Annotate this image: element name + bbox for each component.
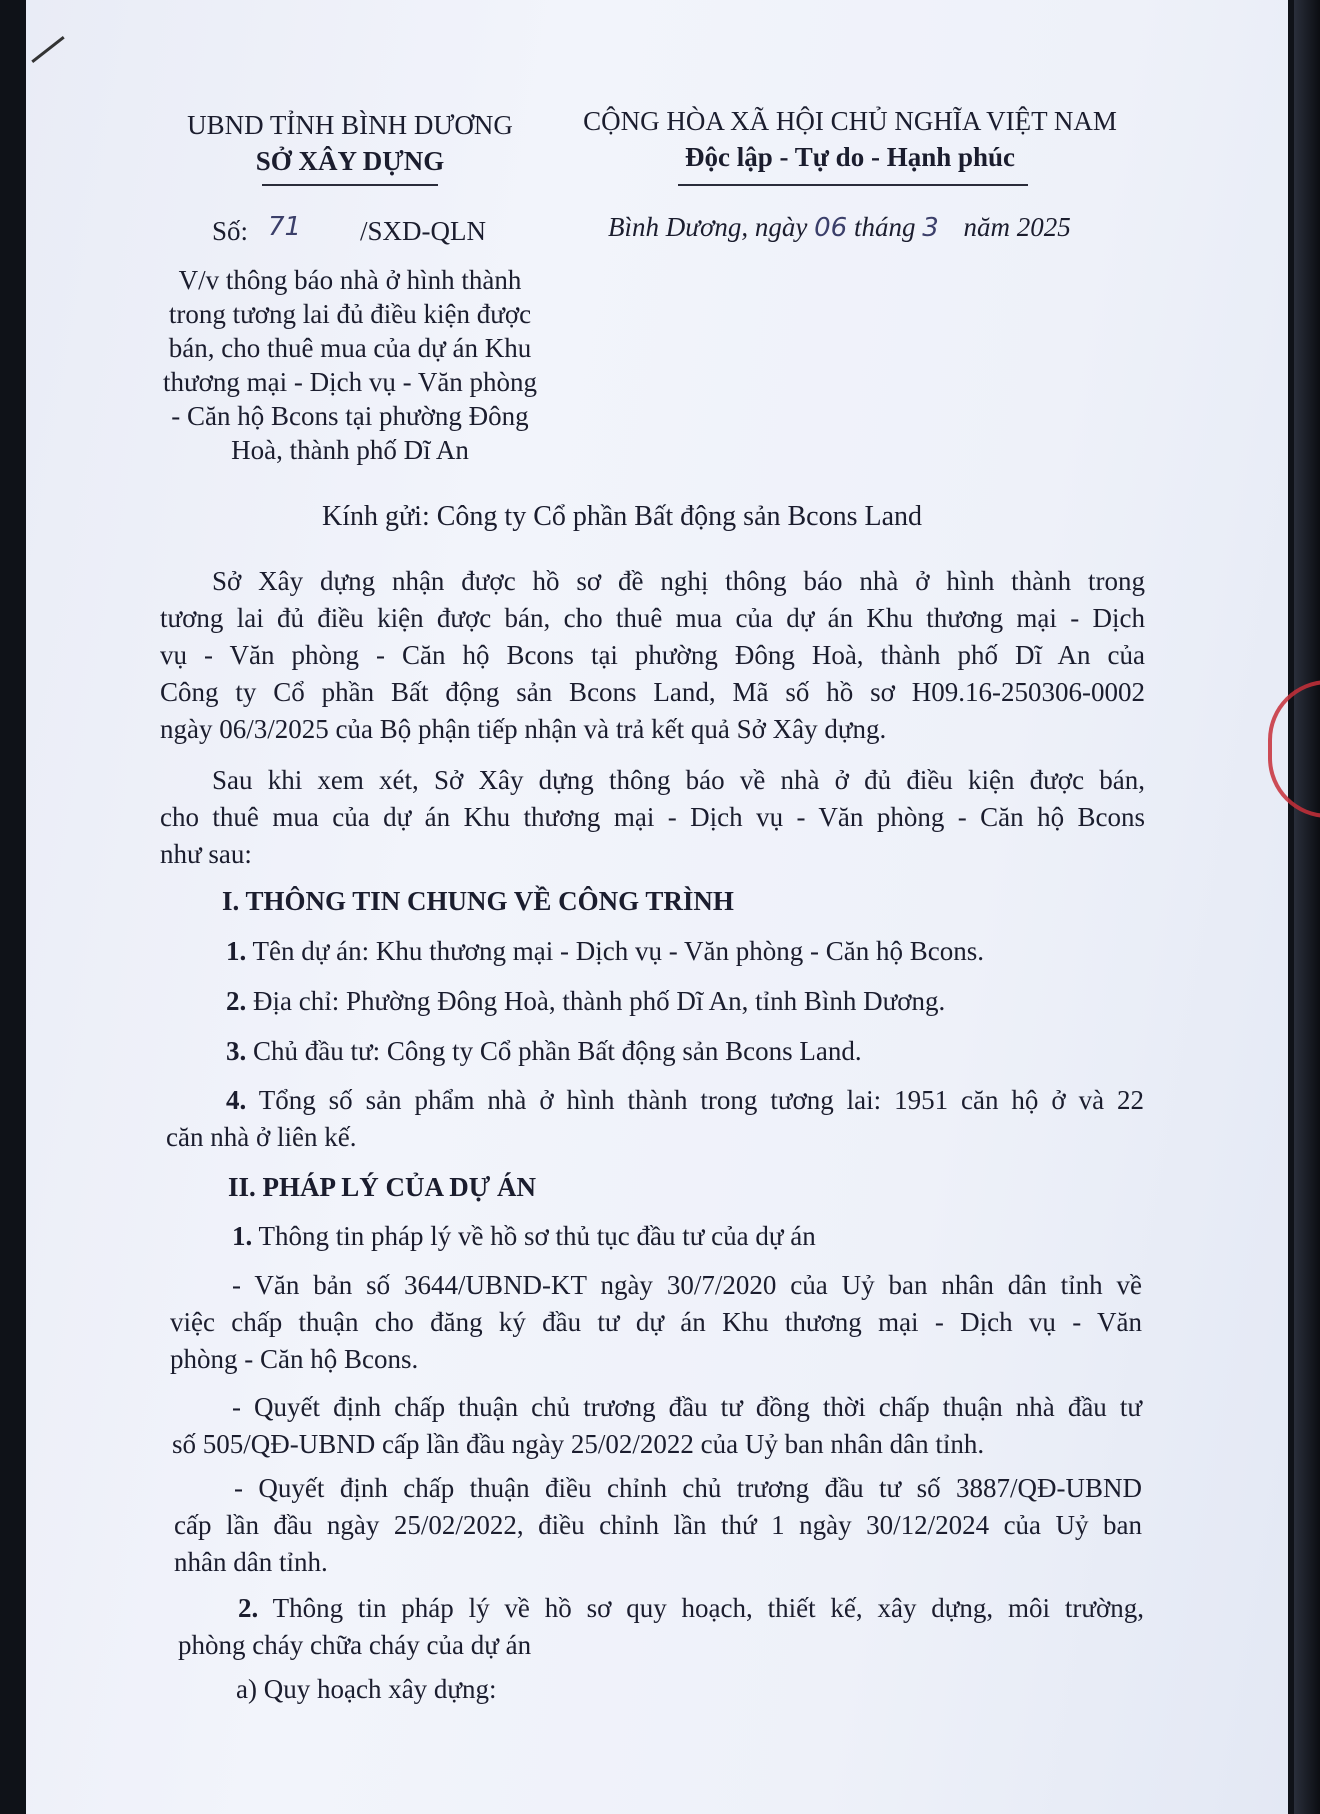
s2-item-2-cont: phòng cháy chữa cháy của dự án [178,1630,532,1660]
agency-parent: UBND TỈNH BÌNH DƯƠNG [187,110,513,140]
para1-line: tương lai đủ điều kiện được bán, cho thuê mua của dự án Khu thương mại - Dịch [160,603,1145,633]
date-part3: năm 2025 [963,212,1071,242]
s1-item-1-num: 1. [226,936,247,966]
s1-item-4-line [166,1082,1144,1119]
subject-line-3: bán, cho thuê mua của dự án Khu [168,333,532,363]
subject-line-5: - Căn hộ Bcons tại phường Đông [171,401,529,431]
para1-line: Sở Xây dựng nhận được hồ sơ đề nghị thông báo nhà ở hình thành trong [212,566,1145,596]
recipient: Kính gửi: Công ty Cổ phần Bất động sản Bcons Land [322,501,923,532]
s2-bullet-3 [174,1470,1142,1581]
date-part2: tháng [853,212,916,242]
date-line [608,210,1071,245]
s2-item-1-num: 1. [232,1221,253,1251]
bullet3-line: cấp lần đầu ngày 25/02/2022, điều chỉnh lần thứ 1 ngày 30/12/2024 của Uỷ ban [174,1510,1142,1540]
doc-number-handwritten: 71 [268,212,302,242]
s1-item-3-num: 3. [226,1036,247,1066]
para2-line: như sau: [160,839,252,869]
bullet1-line: phòng - Căn hộ Bcons. [170,1344,419,1374]
para1-line: Công ty Cổ phần Bất động sản Bcons Land, Mã số hồ sơ H09.16-250306-0002 [160,677,1145,707]
para1-line: vụ - Văn phòng - Căn hộ Bcons tại phường Đông Hoà, thành phố Dĩ An của [160,640,1145,670]
page-edge-shadow [1294,0,1320,1814]
national-motto: Độc lập - Tự do - Hạnh phúc [684,142,1016,172]
s2-item-2-text: Thông tin pháp lý về hồ sơ quy hoạch, thiết kế, xây dựng, môi trường, [272,1593,1145,1623]
para2-line: Sau khi xem xét, Sở Xây dựng thông báo về nhà ở đủ điều kiện được bán, [212,765,1145,795]
s2-item-2 [178,1590,1144,1664]
s1-item-4 [166,1082,1144,1156]
subject-line-4: thương mại - Dịch vụ - Văn phòng [162,367,538,397]
bullet2-line: số 505/QĐ-UBND cấp lần đầu ngày 25/02/2022 của Uỷ ban nhân dân tỉnh. [172,1429,985,1459]
bullet2-line: - Quyết định chấp thuận chủ trương đầu tư đồng thời chấp thuận nhà đầu tư [232,1392,1142,1422]
subject-line-2: trong tương lai đủ điều kiện được [168,299,532,329]
s1-item-1-text: Tên dự án: Khu thương mại - Dịch vụ - Văn phòng - Căn hộ Bcons. [252,936,984,966]
s2-item-2-line [178,1590,1144,1627]
bullet3-line: - Quyết định chấp thuận điều chỉnh chủ trương đầu tư số 3887/QĐ-UBND [234,1473,1142,1503]
s1-item-2-text: Địa chỉ: Phường Đông Hoà, thành phố Dĩ An, tỉnh Bình Dương. [253,986,946,1016]
paragraph-1 [160,563,1145,748]
paragraph-2 [160,762,1145,873]
section-2-title: II. PHÁP LÝ CỦA DỰ ÁN [228,1172,537,1202]
s1-item-4-num: 4. [226,1085,247,1115]
doc-number-prefix: Số: [212,216,249,246]
agency-name: SỞ XÂY DỰNG [255,146,445,176]
s1-item-3 [226,1034,862,1068]
s1-item-1 [226,934,984,968]
para1-line: ngày 06/3/2025 của Bộ phận tiếp nhận và trả kết quả Sở Xây dựng. [160,714,887,744]
bullet3-line: nhân dân tỉnh. [174,1547,328,1577]
s2-item-2-num: 2. [238,1593,259,1623]
doc-number-suffix: /SXD-QLN [360,216,486,246]
s2-sub-a: a) Quy hoạch xây dựng: [236,1674,497,1704]
s1-item-4-text: Tổng số sản phẩm nhà ở hình thành trong tương lai: 1951 căn hộ ở và 22 [258,1085,1144,1115]
s1-item-2-num: 2. [226,986,247,1016]
bullet1-line: việc chấp thuận cho đăng ký đầu tư dự án Khu thương mại - Dịch vụ - Văn [170,1307,1142,1337]
s2-bullet-2 [172,1389,1142,1463]
subject-line-6: Hoà, thành phố Dĩ An [231,435,469,465]
s1-item-4-cont: căn nhà ở liên kế. [166,1122,357,1152]
s2-item-1 [232,1219,816,1253]
para2-line: cho thuê mua của dự án Khu thương mại - Dịch vụ - Văn phòng - Căn hộ Bcons [160,802,1145,832]
date-day-handwritten: 06 [814,213,848,243]
s2-item-1-text: Thông tin pháp lý về hồ sơ thủ tục đầu tư của dự án [258,1221,816,1251]
motto-underline [678,184,1028,186]
date-month-handwritten: 3 [922,213,939,243]
country-name: CỘNG HÒA XÃ HỘI CHỦ NGHĨA VIỆT NAM [583,106,1117,136]
s1-item-3-text: Chủ đầu tư: Công ty Cổ phần Bất động sản Bcons Land. [253,1036,862,1066]
s1-item-2 [226,984,945,1018]
bullet1-line: - Văn bản số 3644/UBND-KT ngày 30/7/2020 của Uỷ ban nhân dân tỉnh về [232,1270,1142,1300]
section-1-title: I. THÔNG TIN CHUNG VỀ CÔNG TRÌNH [222,886,734,916]
agency-underline [262,184,438,186]
date-part1: Bình Dương, ngày [608,212,808,242]
s2-bullet-1 [170,1267,1142,1378]
subject-line-1: V/v thông báo nhà ở hình thành [178,265,522,295]
